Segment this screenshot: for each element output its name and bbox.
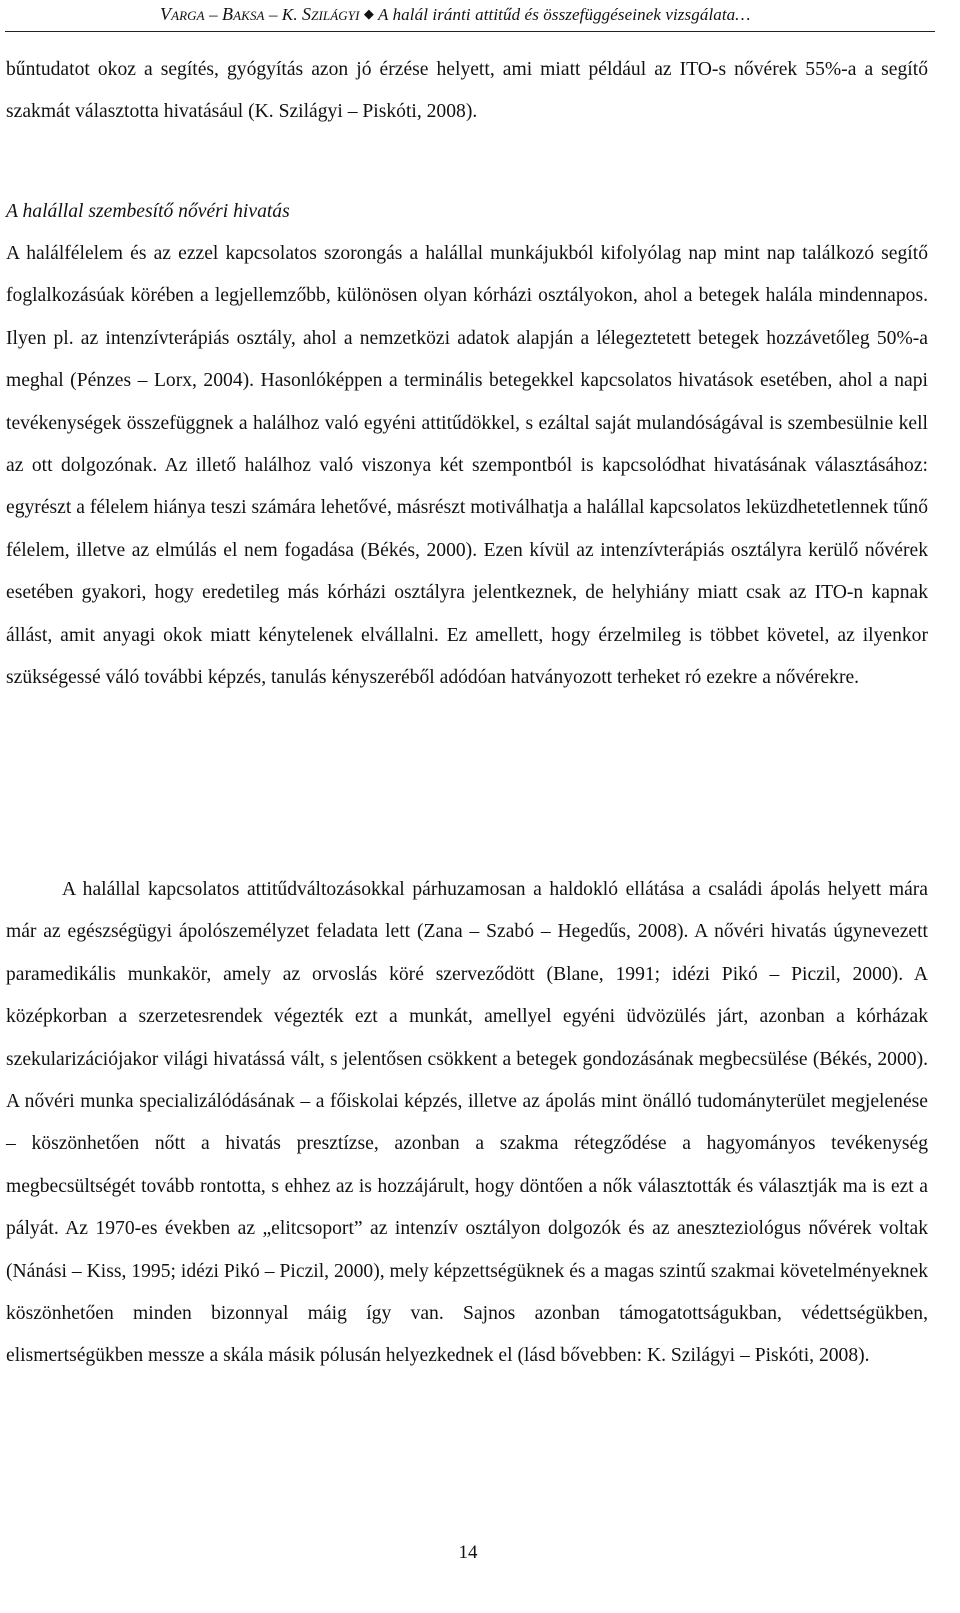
running-header xyxy=(160,4,950,25)
header-author-baksa: Baksa xyxy=(222,4,265,24)
header-bullet-icon: ◆ xyxy=(363,6,374,21)
header-separator: – xyxy=(204,5,223,24)
page-number: 14 xyxy=(458,1542,478,1563)
header-author-prefix: – K. xyxy=(264,5,303,24)
paragraph-3: A halállal kapcsolatos attitűdváltozásokkal párhuzamosan a haldokló ellátása a családi ápolás helyett mára már az egészségügyi ápolószemélyzet feladata lett (Zana – Szabó – Hegedűs, 2008). A nővéri hivatás úgynevezett paramedikális munkakör, amely az orvoslás köré szerveződött (Blane, 1991; idézi Pikó – Piczil, 2000). A középkorban a szerzetesrendek végezték ezt a munkát, amellyel egyéni üdvözülés járt, azonban a kórházak szekularizációjakor világi hivatássá vált, s jelentősen csökkent a betegek gondozásának megbecsülése (Békés, 2000). A nővéri munka specializálódásának – a főiskolai képzés, illetve az ápolás mint önálló tudományterület megjelenése – köszönhetően nőtt a hivatás presztízse, azonban a szakma rétegződése a hagyományos tevékenység megbecsültségét tovább rontotta, s ehhez az is hozzájárult, hogy döntően a nők választották és választják ma is ezt a pályát. Az 1970-es években az „elitcsoport” az intenzív osztályon dolgozók és az aneszteziológus nővérek voltak (Nánási – Kiss, 1995; idézi Pikó – Piczil, 2000), mely képzettségüknek és a magas szintű szakmai követelményeknek köszönhetően minden bizonnyal máig így van. Sajnos azonban támogatottságukban, védettségükben, elismertségükben messze a skála másik pólusán helyezkednek el (lásd bővebben: K. Szilágyi – Piskóti, 2008). xyxy=(6,879,928,1367)
header-title: A halál iránti attitűd és összefüggéseinek vizsgálata… xyxy=(374,5,751,24)
section-heading: A halállal szembesítő nővéri hivatás xyxy=(6,201,290,222)
paragraph-2: A halálfélelem és az ezzel kapcsolatos szorongás a halállal munkájukból kifolyólag nap mint nap találkozó segítő foglalkozásúak körében a legjellemzőbb, különösen olyan kórházi osztályokon, ahol a betegek halála mindennapos. Ilyen pl. az intenzívterápiás osztály, ahol a nemzetközi adatok alapján a lélegeztetett betegek hozzávetőleg 50%-a meghal (Pénzes – Lorx, 2004). Hasonlóképpen a terminális betegekkel kapcsolatos hivatások esetében, ahol a napi tevékenységek összefüggnek a halálhoz való egyéni attitűdökkel, s ezáltal saját mulandóságával is szembesülnie kell az ott dolgozónak. Az illető halálhoz való viszonya két szempontból is kapcsolódhat hivatásának választásához: egyrészt a félelem hiánya teszi számára lehetővé, másrészt motiválhatja a halállal kapcsolatos leküzdhetetlennek tűnő félelem, illetve az elmúlás el nem fogadása (Békés, 2000). Ezen kívül az intenzívterápiás osztályra kerülő nővérek esetében gyakori, hogy eredetileg más kórházi osztályra jelentkeznek, de helyhiány miatt csak az ITO-n kapnak állást, amit anyagi okok miatt kénytelenek elvállalni. Ez amellett, hogy érzelmileg is többet követel, az ilyenkor szükségessé váló további képzés, tanulás kényszeréből adódóan hatványozott terheket ró ezekre a nővérekre. xyxy=(6,243,928,689)
header-rule xyxy=(5,31,935,32)
header-author-varga: Varga xyxy=(160,4,205,24)
header-author-szilagyi: Szilágyi xyxy=(302,4,360,24)
paragraph-1: bűntudatot okoz a segítés, gyógyítás azon jó érzése helyett, ami miatt például az ITO-s nővérek 55%-a a segítő szakmát választotta hivatásául (K. Szilágyi – Piskóti, 2008). xyxy=(6,59,928,123)
